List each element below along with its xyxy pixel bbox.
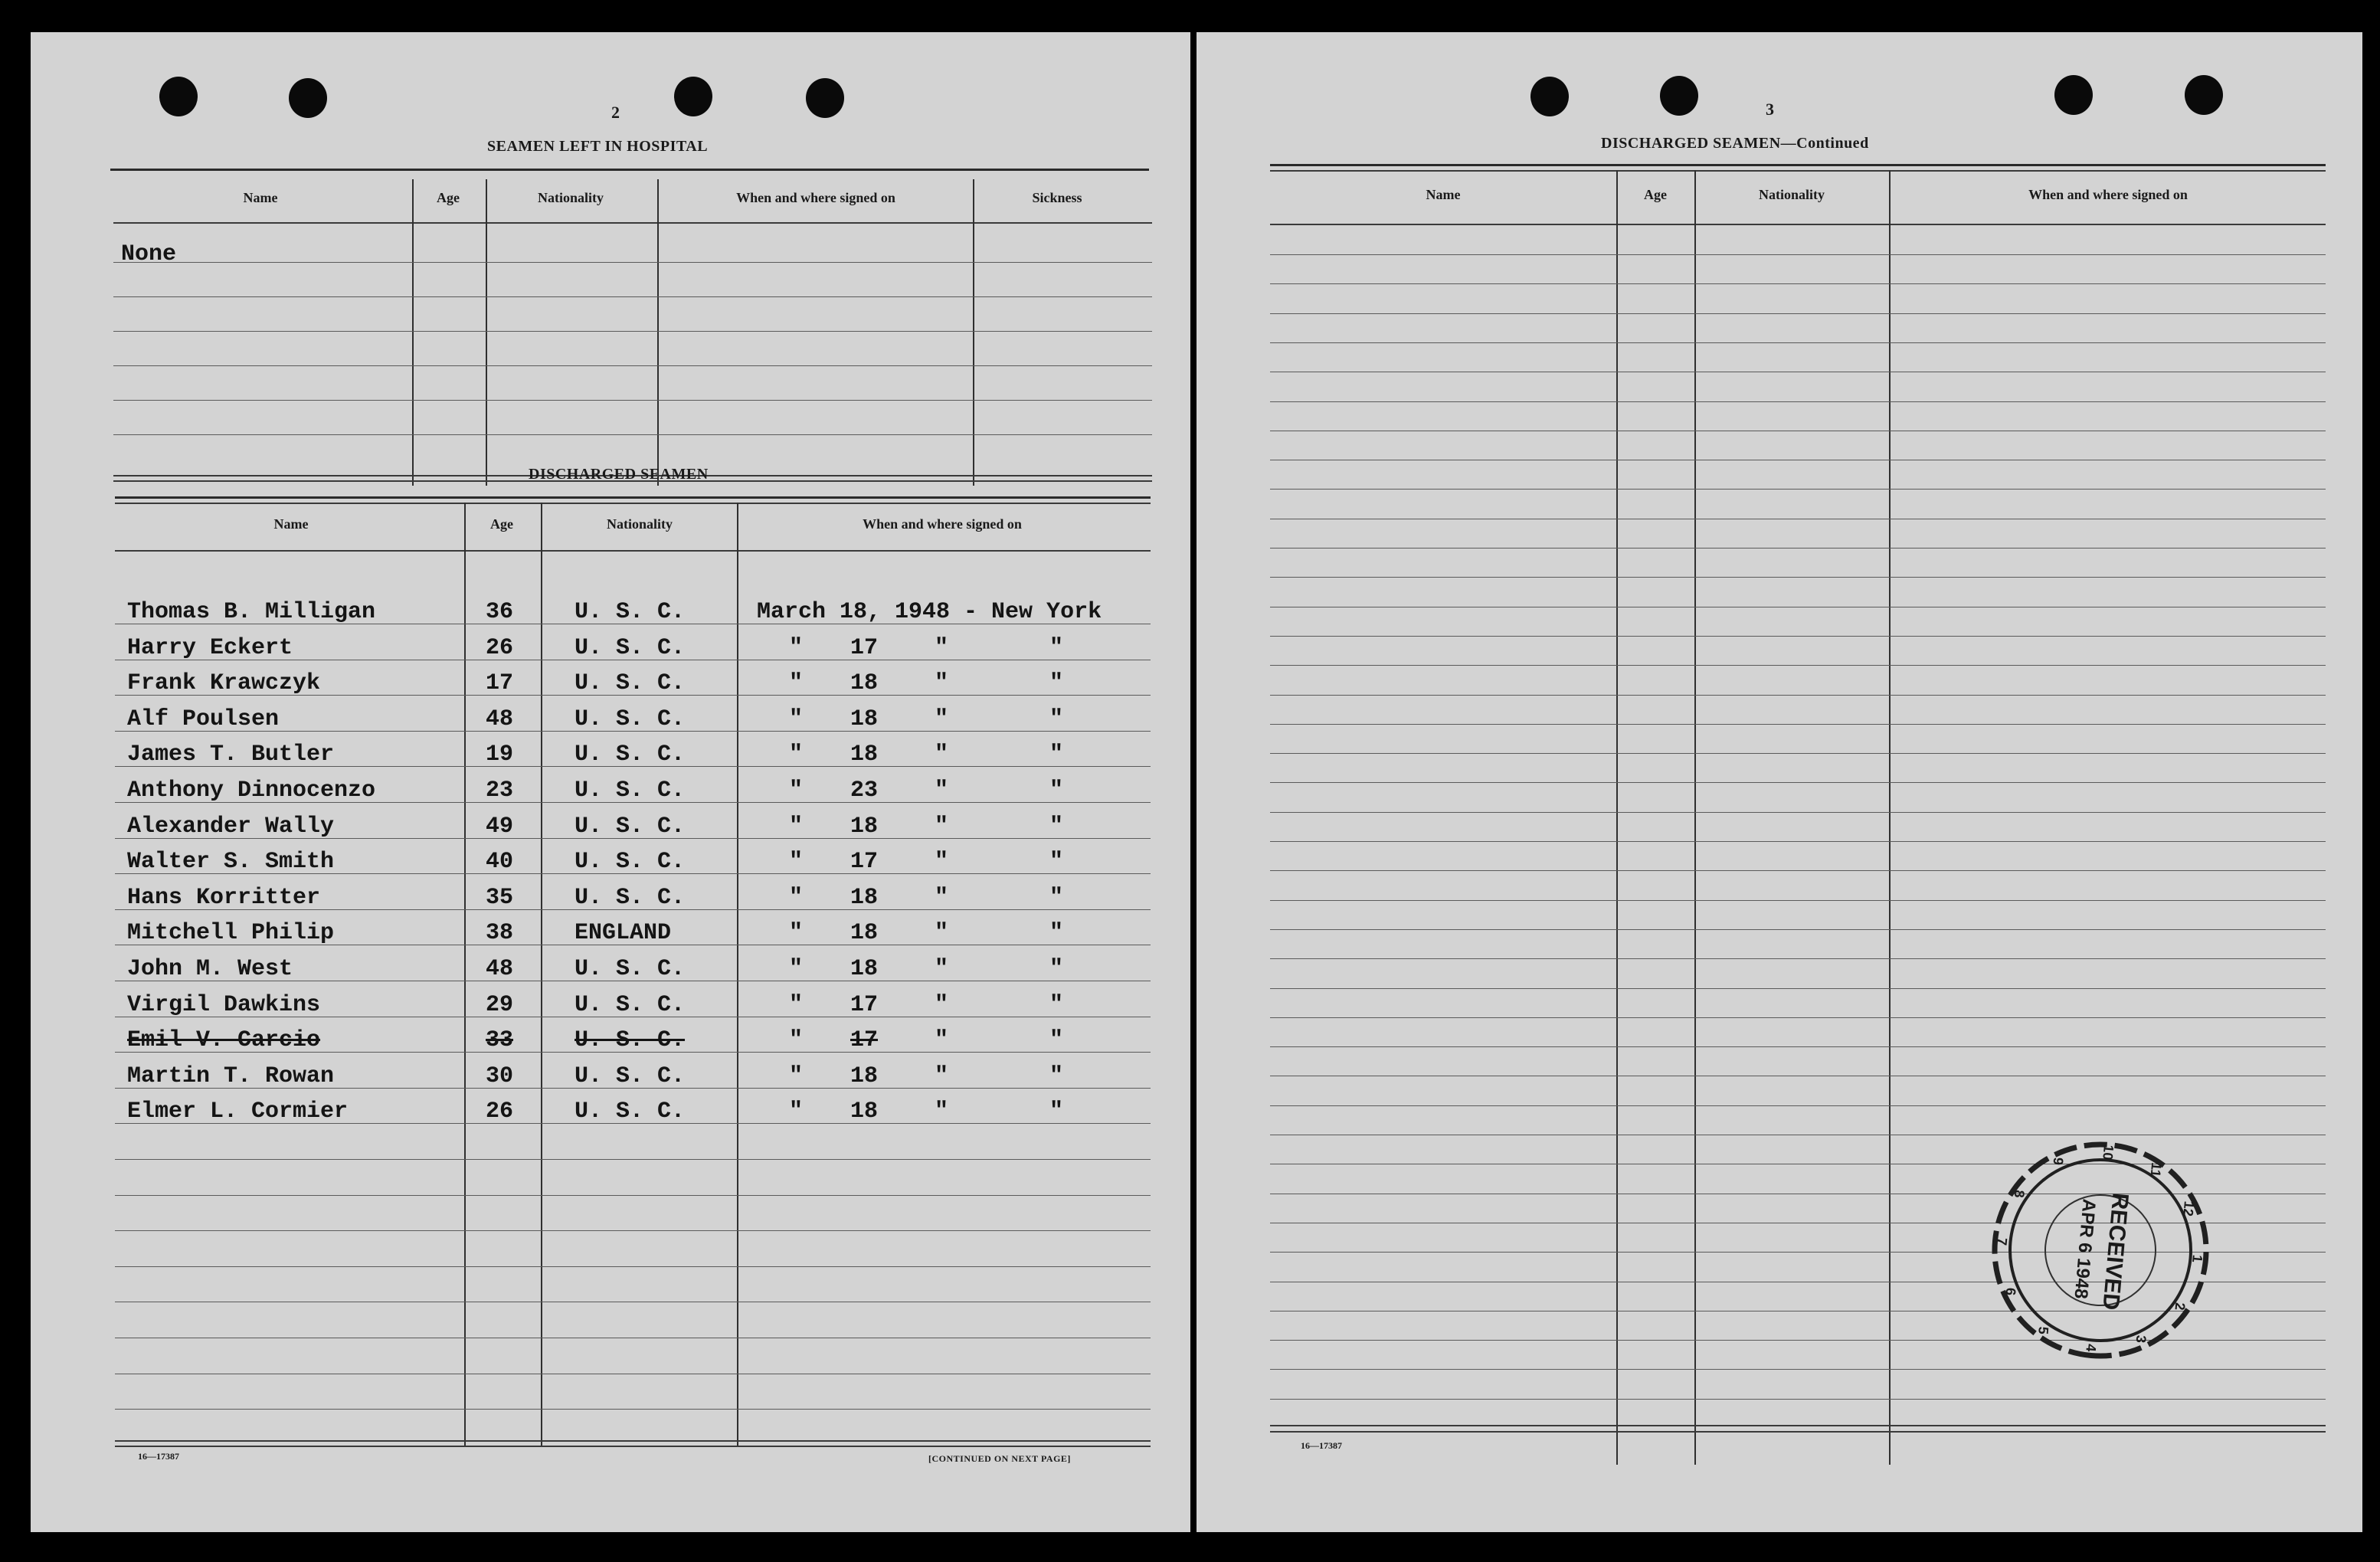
- column-header-name: Name: [243, 190, 278, 205]
- ditto-mark: ": [789, 1027, 804, 1053]
- ditto-mark: ": [935, 1063, 949, 1089]
- ditto-mark: ": [935, 920, 949, 946]
- row-name: James T. Butler: [127, 742, 335, 768]
- punch-hole: [2185, 75, 2223, 115]
- column-header-signed-on: When and where signed on: [736, 190, 895, 205]
- row-signed-day: 18: [850, 1063, 879, 1089]
- ditto-mark: ": [789, 956, 804, 982]
- row-age: 38: [486, 920, 514, 946]
- ditto-mark: ": [935, 635, 949, 661]
- row-signed-day: 18: [850, 814, 879, 840]
- ditto-mark: ": [1049, 706, 1064, 732]
- stamp-number: 2: [2172, 1302, 2188, 1311]
- continued-note: [CONTINUED ON NEXT PAGE]: [928, 1453, 1071, 1464]
- ditto-mark: ": [1049, 885, 1064, 911]
- punch-hole: [1660, 76, 1698, 116]
- ditto-mark: ": [789, 1063, 804, 1089]
- column-header-age: Age: [437, 190, 460, 205]
- ditto-mark: ": [1049, 1027, 1064, 1053]
- form-number: 16—17387: [1301, 1440, 1342, 1451]
- row-signed-day: 23: [850, 778, 879, 804]
- column-header-name: Name: [1426, 187, 1461, 202]
- row-age: 19: [486, 742, 514, 768]
- row-signed-on: March 18, 1948 - New York: [757, 599, 1102, 625]
- hospital-entry-none: None: [121, 241, 177, 267]
- row-signed-day: 17: [850, 849, 879, 875]
- row-signed-day: 18: [850, 742, 879, 768]
- ditto-mark: ": [1049, 670, 1064, 696]
- ditto-mark: ": [935, 1027, 949, 1053]
- column-header-signed-on: When and where signed on: [2028, 187, 2188, 202]
- row-name: Alexander Wally: [127, 814, 335, 840]
- column-header-signed-on: When and where signed on: [863, 516, 1022, 532]
- stamp-number: 6: [2002, 1287, 2019, 1296]
- ditto-mark: ": [935, 956, 949, 982]
- row-nationality: U. S. C.: [575, 1063, 686, 1089]
- stamp-received-text: RECEIVED: [2097, 1191, 2133, 1311]
- ditto-mark: ": [789, 920, 804, 946]
- row-signed-day: 18: [850, 706, 879, 732]
- row-age: 35: [486, 885, 514, 911]
- row-age: 30: [486, 1063, 514, 1089]
- discharged-continued-title: DISCHARGED SEAMEN—Continued: [1601, 135, 1869, 152]
- ditto-mark: ": [935, 742, 949, 768]
- row-age: 26: [486, 1099, 514, 1125]
- stamp-number: 1: [2189, 1254, 2205, 1263]
- stamp-number: 11: [2147, 1161, 2165, 1178]
- row-nationality: U. S. C.: [575, 706, 686, 732]
- ditto-mark: ": [789, 742, 804, 768]
- ditto-mark: ": [1049, 814, 1064, 840]
- ditto-mark: ": [1049, 992, 1064, 1018]
- ditto-mark: ": [789, 885, 804, 911]
- row-nationality: U. S. C.: [575, 849, 686, 875]
- row-nationality: U. S. C.: [575, 992, 686, 1018]
- row-signed-day: 17: [850, 992, 879, 1018]
- ditto-mark: ": [935, 992, 949, 1018]
- row-nationality: U. S. C.: [575, 778, 686, 804]
- row-nationality: U. S. C.: [575, 1099, 686, 1125]
- row-name: John M. West: [127, 956, 293, 982]
- row-age: 48: [486, 706, 514, 732]
- row-name: Alf Poulsen: [127, 706, 280, 732]
- right-page: [1197, 32, 2362, 1532]
- row-age: 17: [486, 670, 514, 696]
- ditto-mark: ": [1049, 920, 1064, 946]
- stamp-number: 12: [2180, 1200, 2197, 1217]
- ditto-mark: ": [1049, 956, 1064, 982]
- stamp-date: APR 6 1948: [2070, 1197, 2100, 1300]
- form-number: 16—17387: [138, 1451, 179, 1462]
- row-nationality: U. S. C.: [575, 1027, 686, 1053]
- ditto-mark: ": [789, 670, 804, 696]
- ditto-mark: ": [789, 814, 804, 840]
- row-age: 23: [486, 778, 514, 804]
- ditto-mark: ": [789, 635, 804, 661]
- ditto-mark: ": [789, 849, 804, 875]
- ditto-mark: ": [935, 849, 949, 875]
- row-name: Frank Krawczyk: [127, 670, 321, 696]
- row-nationality: ENGLAND: [575, 920, 672, 946]
- page-number: 2: [611, 103, 620, 122]
- row-age: 33: [486, 1027, 514, 1053]
- ditto-mark: ": [1049, 778, 1064, 804]
- row-name: Mitchell Philip: [127, 920, 335, 946]
- row-signed-day: 17: [850, 1027, 879, 1053]
- stamp-number: 4: [2083, 1343, 2100, 1353]
- received-stamp: [1986, 1135, 2215, 1365]
- ditto-mark: ": [789, 778, 804, 804]
- row-signed-day: 18: [850, 1099, 879, 1125]
- page-number: 3: [1766, 100, 1774, 119]
- punch-hole: [289, 78, 327, 118]
- row-nationality: U. S. C.: [575, 956, 686, 982]
- stamp-number: 9: [2050, 1156, 2067, 1166]
- ditto-mark: ": [1049, 742, 1064, 768]
- column-header-nationality: Nationality: [606, 516, 673, 532]
- ditto-mark: ": [1049, 849, 1064, 875]
- row-signed-day: 18: [850, 670, 879, 696]
- row-signed-day: 18: [850, 956, 879, 982]
- row-signed-day: 17: [850, 635, 879, 661]
- punch-hole: [806, 78, 844, 118]
- column-header-sickness: Sickness: [1032, 190, 1082, 205]
- row-name: Thomas B. Milligan: [127, 599, 376, 625]
- row-nationality: U. S. C.: [575, 814, 686, 840]
- column-header-nationality: Nationality: [1758, 187, 1825, 202]
- punch-hole: [159, 77, 198, 116]
- ditto-mark: ": [935, 814, 949, 840]
- ditto-mark: ": [935, 670, 949, 696]
- hospital-section-title: SEAMEN LEFT IN HOSPITAL: [487, 138, 709, 155]
- row-name: Virgil Dawkins: [127, 992, 321, 1018]
- row-name: Martin T. Rowan: [127, 1063, 335, 1089]
- row-age: 40: [486, 849, 514, 875]
- left-page: [31, 32, 1190, 1532]
- ditto-mark: ": [789, 706, 804, 732]
- column-header-nationality: Nationality: [537, 190, 604, 205]
- column-header-name: Name: [273, 516, 309, 532]
- row-age: 48: [486, 956, 514, 982]
- row-age: 36: [486, 599, 514, 625]
- row-name: Walter S. Smith: [127, 849, 335, 875]
- column-header-age: Age: [490, 516, 513, 532]
- row-name: Hans Korritter: [127, 885, 321, 911]
- row-nationality: U. S. C.: [575, 635, 686, 661]
- row-signed-day: 18: [850, 920, 879, 946]
- punch-hole: [2054, 75, 2093, 115]
- stamp-number: 7: [1994, 1236, 2010, 1246]
- row-nationality: U. S. C.: [575, 742, 686, 768]
- discharged-section-title: DISCHARGED SEAMEN: [529, 466, 709, 483]
- punch-hole: [674, 77, 712, 116]
- stamp-number: 8: [2011, 1189, 2028, 1199]
- ditto-mark: ": [935, 1099, 949, 1125]
- ditto-mark: ": [1049, 635, 1064, 661]
- ditto-mark: ": [935, 885, 949, 911]
- row-name: Anthony Dinnocenzo: [127, 778, 376, 804]
- row-nationality: U. S. C.: [575, 670, 686, 696]
- ditto-mark: ": [1049, 1063, 1064, 1089]
- stamp-number: 3: [2133, 1334, 2149, 1344]
- row-signed-day: 18: [850, 885, 879, 911]
- row-age: 29: [486, 992, 514, 1018]
- row-age: 26: [486, 635, 514, 661]
- column-header-age: Age: [1644, 187, 1667, 202]
- row-nationality: U. S. C.: [575, 599, 686, 625]
- ditto-mark: ": [1049, 1099, 1064, 1125]
- stamp-number: 10: [2100, 1144, 2116, 1161]
- stamp-number: 5: [2035, 1325, 2051, 1335]
- ditto-mark: ": [789, 992, 804, 1018]
- ditto-mark: ": [935, 706, 949, 732]
- ditto-mark: ": [789, 1099, 804, 1125]
- row-name: Harry Eckert: [127, 635, 293, 661]
- row-age: 49: [486, 814, 514, 840]
- row-name: Elmer L. Cormier: [127, 1099, 349, 1125]
- row-nationality: U. S. C.: [575, 885, 686, 911]
- punch-hole: [1530, 77, 1569, 116]
- row-name: Emil V. Carcio: [127, 1027, 321, 1053]
- ditto-mark: ": [935, 778, 949, 804]
